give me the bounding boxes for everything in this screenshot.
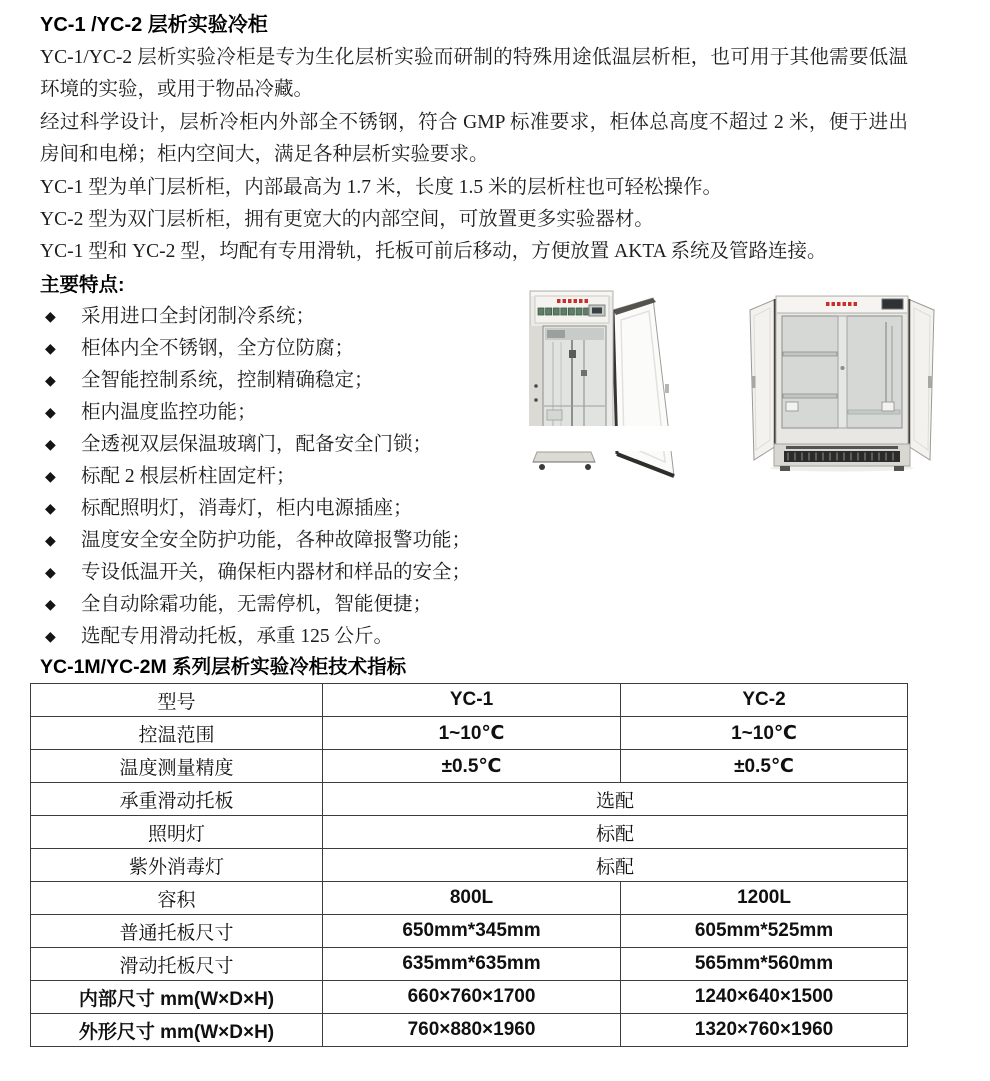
diamond-bullet-icon: ◆ (45, 533, 56, 550)
header-model: 型号 (31, 684, 323, 717)
table-row (31, 948, 908, 981)
table-row (31, 1014, 908, 1047)
table-header-row (31, 684, 908, 717)
row-value-yc2: 1200L (621, 882, 908, 915)
table-row (31, 717, 908, 750)
table-row (31, 882, 908, 915)
diamond-bullet-icon: ◆ (45, 565, 56, 582)
row-value-yc2: 1~10℃ (621, 717, 908, 750)
intro-paragraph-1: YC-1/YC-2 层析实验冷柜是专为生化层析实验而研制的特殊用途低温层析柜，也可用于其他需要低温环境的实验，或用于物品冷藏。 (40, 47, 908, 101)
diamond-bullet-icon: ◆ (45, 501, 56, 518)
diamond-bullet-icon: ◆ (45, 405, 56, 422)
intro-section (0, 42, 990, 269)
diamond-bullet-icon: ◆ (45, 597, 56, 614)
feature-item (45, 301, 515, 333)
feature-item (45, 557, 515, 589)
spec-table (30, 683, 908, 1047)
table-row (31, 849, 908, 882)
row-value-yc1: 660×760×1700 (323, 981, 621, 1014)
diamond-bullet-icon: ◆ (45, 341, 56, 358)
photo-white-band (527, 426, 679, 451)
feature-item (45, 621, 515, 653)
yc2-product-photo (746, 290, 938, 474)
row-value-yc2: 1240×640×1500 (621, 981, 908, 1014)
yc2-cabinet-body (776, 296, 908, 444)
row-span-value: 标配 (323, 816, 908, 849)
feature-text: 柜体内全不锈钢，全方位防腐； (81, 338, 355, 360)
yc2-left-door (750, 299, 776, 460)
double-door-cabinet-image (746, 290, 938, 474)
row-label: 外形尺寸 mm(W×D×H) (31, 1014, 323, 1047)
row-value-yc1: ±0.5℃ (323, 750, 621, 783)
yc1-product-photo (527, 286, 679, 484)
row-label: 容积 (31, 882, 323, 915)
row-label: 滑动托板尺寸 (31, 948, 323, 981)
feature-item (45, 589, 515, 621)
feature-text: 全智能控制系统，控制精确稳定； (81, 370, 374, 392)
page-title: YC-1 /YC-2 层析实验冷柜 (40, 14, 268, 36)
features-list (0, 301, 515, 653)
feature-text: 全透视双层保温玻璃门，配备安全门锁； (81, 434, 433, 456)
intro-paragraph-3: YC-1 型为单门层析柜，内部最高为 1.7 米，长度 1.5 米的层析柱也可轻松操作。 (40, 176, 722, 198)
panel-buttons (538, 308, 590, 315)
feature-text: 标配 2 根层析柱固定杆； (81, 466, 296, 488)
diamond-bullet-icon: ◆ (45, 469, 56, 486)
row-value-yc2: ±0.5℃ (621, 750, 908, 783)
row-label: 温度测量精度 (31, 750, 323, 783)
diamond-bullet-icon: ◆ (45, 309, 56, 326)
header-yc2: YC-2 (621, 684, 908, 717)
feature-item (45, 429, 515, 461)
feature-text: 专设低温开关，确保柜内器材和样品的安全； (81, 562, 472, 584)
features-heading: 主要特点: (40, 273, 125, 296)
row-value-yc1: 760×880×1960 (323, 1014, 621, 1047)
feature-item (45, 493, 515, 525)
feature-text: 选配专用滑动托板，承重 125 公斤。 (81, 626, 394, 648)
table-row (31, 783, 908, 816)
row-value-yc1: 650mm*345mm (323, 915, 621, 948)
row-value-yc1: 800L (323, 882, 621, 915)
feature-text: 采用进口全封闭制冷系统； (81, 306, 316, 328)
row-label: 承重滑动托板 (31, 783, 323, 816)
table-row (31, 915, 908, 948)
row-value-yc2: 1320×760×1960 (621, 1014, 908, 1047)
feature-text: 标配照明灯，消毒灯，柜内电源插座； (81, 498, 413, 520)
row-label: 普通托板尺寸 (31, 915, 323, 948)
feature-item (45, 397, 515, 429)
diamond-bullet-icon: ◆ (45, 629, 56, 646)
row-span-value: 标配 (323, 849, 908, 882)
table-row (31, 981, 908, 1014)
row-value-yc1: 635mm*635mm (323, 948, 621, 981)
spec-table-title: YC-1M/YC-2M 系列层析实验冷柜技术指标 (40, 656, 407, 679)
feature-item (45, 461, 515, 493)
diamond-bullet-icon: ◆ (45, 373, 56, 390)
header-yc1: YC-1 (323, 684, 621, 717)
feature-item (45, 525, 515, 557)
feature-text: 全自动除霜功能，无需停机，智能便捷； (81, 594, 433, 616)
feature-text: 温度安全安全防护功能，各种故障报警功能； (81, 530, 472, 552)
row-label: 控温范围 (31, 717, 323, 750)
feature-text: 柜内温度监控功能； (81, 402, 257, 424)
yc2-interior (782, 316, 902, 428)
feature-item (45, 333, 515, 365)
table-row (31, 750, 908, 783)
yc1-cabinet-body (530, 291, 613, 441)
single-door-cabinet-image (527, 286, 679, 484)
row-value-yc1: 1~10℃ (323, 717, 621, 750)
intro-paragraph-5: YC-1 型和 YC-2 型，均配有专用滑轨，托板可前后移动，方便放置 AKTA 系统及管路连接。 (40, 241, 827, 263)
row-label: 照明灯 (31, 816, 323, 849)
diamond-bullet-icon: ◆ (45, 437, 56, 454)
table-row (31, 816, 908, 849)
intro-paragraph-4: YC-2 型为双门层析柜，拥有更宽大的内部空间，可放置更多实验器材。 (40, 209, 654, 231)
yc1-control-panel (535, 296, 609, 323)
row-value-yc2: 565mm*560mm (621, 948, 908, 981)
intro-paragraph-2: 经过科学设计，层析冷柜内外部全不锈钢，符合 GMP 标准要求，柜体总高度不超过 2 米，便于进出房间和电梯；柜内空间大，满足各种层析实验要求。 (40, 111, 908, 166)
yc1-base-casters (533, 452, 595, 470)
panel-display (882, 299, 903, 309)
yc2-right-door (908, 299, 934, 460)
row-label: 内部尺寸 mm(W×D×H) (31, 981, 323, 1014)
row-value-yc2: 605mm*525mm (621, 915, 908, 948)
row-span-value: 选配 (323, 783, 908, 816)
row-label: 紫外消毒灯 (31, 849, 323, 882)
feature-item (45, 365, 515, 397)
yc1-interior (543, 326, 606, 438)
